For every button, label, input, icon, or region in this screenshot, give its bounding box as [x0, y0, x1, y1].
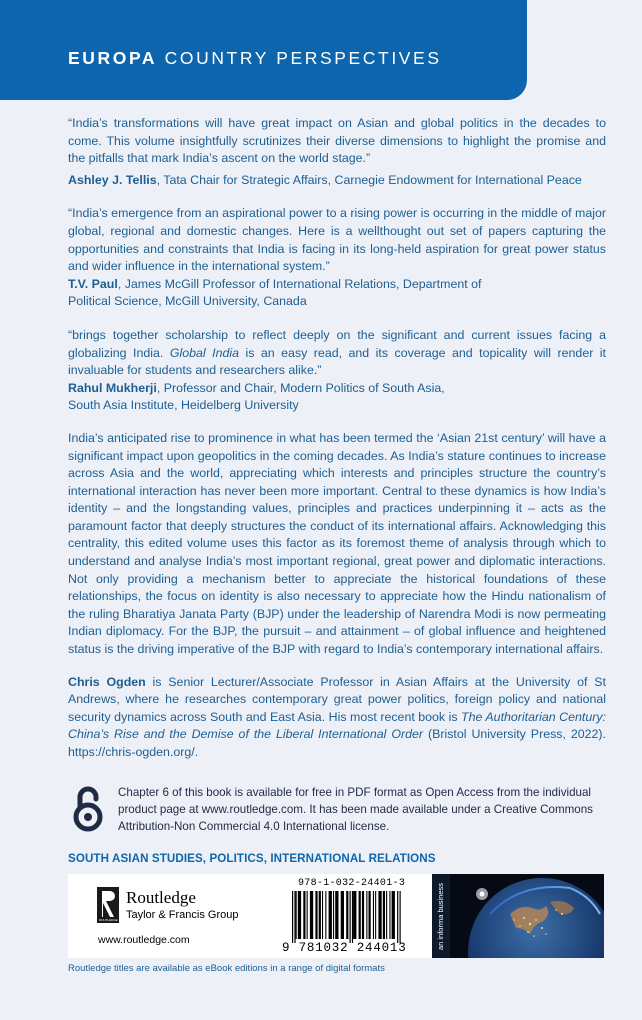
routledge-logo-text: ROUTLEDGE — [99, 918, 118, 922]
endorser-name-2: T.V. Paul — [68, 276, 118, 291]
informa-label: an informa business — [436, 882, 446, 950]
barcode-bar — [378, 891, 381, 939]
open-access-notice — [68, 784, 608, 835]
back-cover-content — [68, 115, 606, 762]
endorser-name-1: Ashley J. Tellis — [68, 172, 157, 187]
informa-strip — [432, 874, 450, 958]
endorsement-quote-3-end: is an easy read, and its coverage and topicality will render it invaluable for students and researchers alike.” — [68, 345, 607, 378]
barcode-bar — [346, 891, 348, 939]
barcode-bar — [386, 891, 387, 939]
endorsement-quote-3-start: “brings together scholarship to reflect deeply on the significant and current issues facing a globalizing India. — [68, 327, 606, 360]
barcode-bar — [352, 891, 353, 943]
barcode-bar — [303, 891, 305, 939]
endorsement-quote-1: “India’s transformations will have great impact on Asian and global politics in the decades to come. This volume insightfully scrutinizes their diverse dimensions to highlight the promise and the pitfalls that mark India’s ascent on the world stage.” — [68, 116, 606, 166]
endorsement-attribution-3 — [68, 380, 606, 415]
barcode-bar — [389, 891, 390, 939]
barcode-bar — [341, 891, 344, 939]
barcode-bar — [296, 891, 297, 939]
ebook-availability-note: Routledge titles are available as eBook editions in a range of digital formats — [68, 963, 385, 974]
header-bar — [0, 0, 527, 100]
series-title-rest: COUNTRY PERSPECTIVES — [157, 48, 442, 68]
barcode-bar — [359, 891, 361, 939]
barcode-bar — [292, 891, 293, 943]
series-title-bold: EUROPA — [68, 48, 158, 68]
barcode-bar — [307, 891, 308, 939]
barcode-bar — [329, 891, 332, 939]
barcode-bar — [325, 891, 326, 939]
author-book-title: The Authoritarian Century: China’s Rise and the Demise of the Liberal International Order — [68, 709, 606, 742]
barcode-bar — [350, 891, 351, 943]
publisher-name: Routledge — [126, 888, 196, 907]
barcode-bar — [310, 891, 313, 939]
isbn-bottom: 9 781032 244013 — [282, 941, 407, 955]
publisher-barcode-panel — [68, 874, 604, 958]
barcode-bars — [288, 891, 428, 943]
endorsement-quote-3 — [68, 327, 606, 380]
author-name: Chris Ogden — [68, 674, 146, 689]
barcode-bar — [373, 891, 374, 939]
endorsement-quote-2: “India’s emergence from an aspirational power to a rising power is occurring in the middle of major global, regional and domestic changes. Here is a wellthought out set of papers capturing the opportunities and constraints that India is facing in its long-held aspiration for great power status and wider influence in the international system.” — [68, 206, 606, 274]
endorser-affiliation-1: , Tata Chair for Strategic Affairs, Carnegie Endowment for International Peace — [156, 172, 582, 187]
author-bio-text-end: (Bristol University Press, 2022). https://chris-ogden.org/. — [68, 727, 607, 759]
barcode-bar — [392, 891, 395, 939]
publisher-url: www.routledge.com — [98, 934, 190, 946]
author-bio-text-start: is Senior Lecturer/Associate Professor in Asian Affairs at the University of St Andrews, where he researches contemporary great power politics, foreign policy and national security dynamics across South and East Asia. His most recent book is — [68, 674, 606, 724]
routledge-logo-icon — [97, 887, 119, 923]
earth-from-space-image — [450, 874, 604, 958]
publisher-group: Taylor & Francis Group — [126, 909, 239, 921]
endorser-affiliation-2a: , James McGill Professor of International Relations, Department of — [117, 276, 482, 291]
book-description: India’s anticipated rise to prominence in what has been termed the ‘Asian 21st century’ will have a significant impact upon geopolitics in the coming decades. As India’s stature continues to increase across Asia and the world, appreciating which interests and principles structure the country’s international interaction has never been more important. Central to these dynamics is how India’s identity – and the longstanding values, principles and practices underpinning it – acts as the paramount factor that deeply structures the conduct of its international affairs. Acknowledging this centrality, this edited volume uses this factor as its foremost theme of analysis through which to understand and analyse India’s most important regional, great power and diplomatic interactions. Not only providing a mechanism better to appreciate the historical foundations of these relationships, the focus on identity is also necessary to appreciate how the Hindu nationalism of the ruling Bharatiya Janata Party (BJP) under the leadership of Narendra Modi is now permeating Indian diplomacy. For the BJP, the pursuit – and attainment – of global influence and heightened status is the driving imperative of the BJP with regard to India’s contemporary international affairs. — [68, 430, 606, 657]
barcode-bar — [294, 891, 295, 943]
barcode-bar — [319, 891, 321, 939]
barcode-bar — [353, 891, 356, 939]
barcode-bar — [383, 891, 385, 939]
endorsement-attribution-1 — [68, 172, 606, 190]
barcode-bar — [366, 891, 367, 939]
endorser-name-3: Rahul Mukherji — [68, 380, 157, 395]
open-access-text: Chapter 6 of this book is available for free in PDF format as Open Access from the individual product page at www.routledge.com. It has been made available under a Creative Commons Attribution-Non Commercial 4.0 International license. — [118, 786, 593, 833]
barcode-bar — [335, 891, 338, 939]
endorser-affiliation-2b: Political Science, McGill University, Canada — [68, 294, 307, 309]
barcode-bar — [375, 891, 376, 939]
open-access-lock-icon — [68, 784, 108, 832]
barcode-bar — [400, 891, 401, 943]
isbn-barcode — [282, 878, 432, 956]
isbn-top: 978-1-032-24401-3 — [298, 878, 406, 889]
barcode-bar — [298, 891, 301, 939]
endorsement-quote-3-title: Global India — [169, 345, 239, 360]
author-bio — [68, 674, 606, 762]
subject-categories: SOUTH ASIAN STUDIES, POLITICS, INTERNATIONAL RELATIONS — [68, 852, 436, 865]
barcode-bar — [322, 891, 323, 939]
barcode-bar — [397, 891, 398, 943]
barcode-bar — [333, 891, 334, 939]
endorser-affiliation-3b: South Asia Institute, Heidelberg University — [68, 398, 299, 413]
endorser-affiliation-3a: , Professor and Chair, Modern Politics of South Asia, — [156, 380, 445, 395]
barcode-bar — [369, 891, 371, 939]
series-title — [68, 48, 442, 69]
endorsement-attribution-2 — [68, 276, 606, 311]
barcode-bar — [315, 891, 317, 939]
barcode-bar — [362, 891, 364, 939]
